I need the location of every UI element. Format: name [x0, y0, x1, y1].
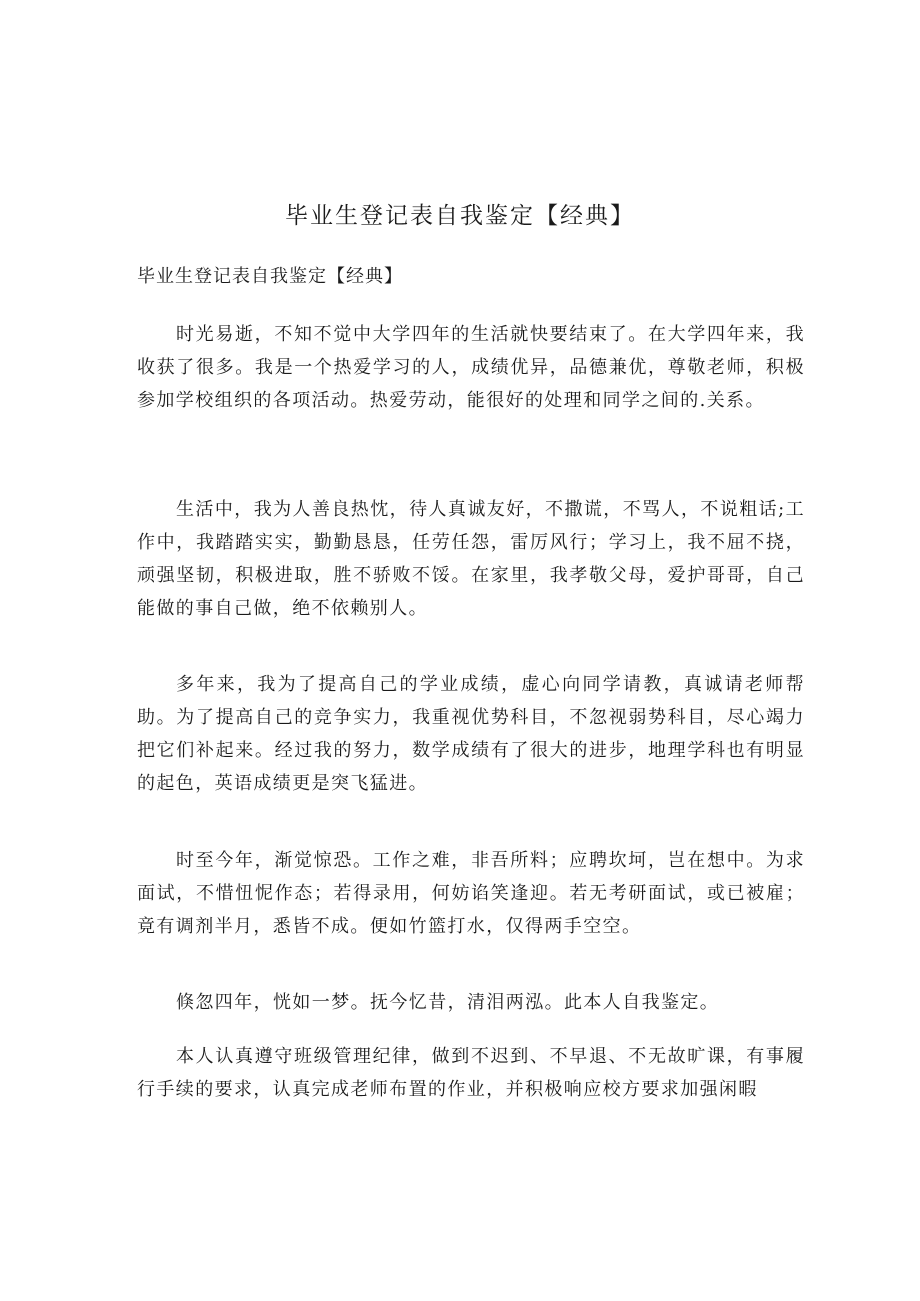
document-title: 毕业生登记表自我鉴定【经典】	[285, 203, 635, 229]
paragraph-6: 本人认真遵守班级管理纪律，做到不迟到、不早退、不无故旷课，有事履行手续的要求，认真完成老师布置的作业，并积极响应校方要求加强闲暇	[137, 1046, 805, 1100]
paragraph-3: 多年来，我为了提高自己的学业成绩，虚心向同学请教，真诚请老师帮助。为了提高自己的竞争实力，我重视优势科目，不忽视弱势科目，尽心竭力把它们补起来。经过我的努力，数学成绩有了很大的进步，地理学科也有明显的起色，英语成绩更是突飞猛进。	[137, 674, 805, 794]
paragraph-4: 时至今年，渐觉惊恐。工作之难，非吾所料；应聘坎坷，岂在想中。为求面试，不惜忸怩作态；若得录用，何妨谄笑逢迎。若无考研面试，或已被雇；竟有调剂半月，悉皆不成。便如竹篮打水，仅得两手空空。	[137, 850, 805, 937]
paragraph-1: 时光易逝，不知不觉中大学四年的生活就快要结束了。在大学四年来，我收获了很多。我是一个热爱学习的人，成绩优异，品德兼优，尊敬老师，积极参加学校组织的各项活动。热爱劳动，能很好的处理和同学之间的.关系。	[137, 324, 805, 411]
paragraph-2: 生活中，我为人善良热忱，待人真诚友好，不撒谎，不骂人，不说粗话;工作中，我踏踏实实，勤勤恳恳，任劳任怨，雷厉风行；学习上，我不屈不挠，顽强坚韧，积极进取，胜不骄败不馁。在家里，我孝敬父母，爱护哥哥，自己能做的事自己做，绝不依赖别人。	[137, 499, 805, 619]
document-subtitle: 毕业生登记表自我鉴定【经典】	[137, 266, 403, 287]
paragraph-5: 倏忽四年，恍如一梦。抚今忆昔，清泪两泓。此本人自我鉴定。	[176, 992, 720, 1013]
